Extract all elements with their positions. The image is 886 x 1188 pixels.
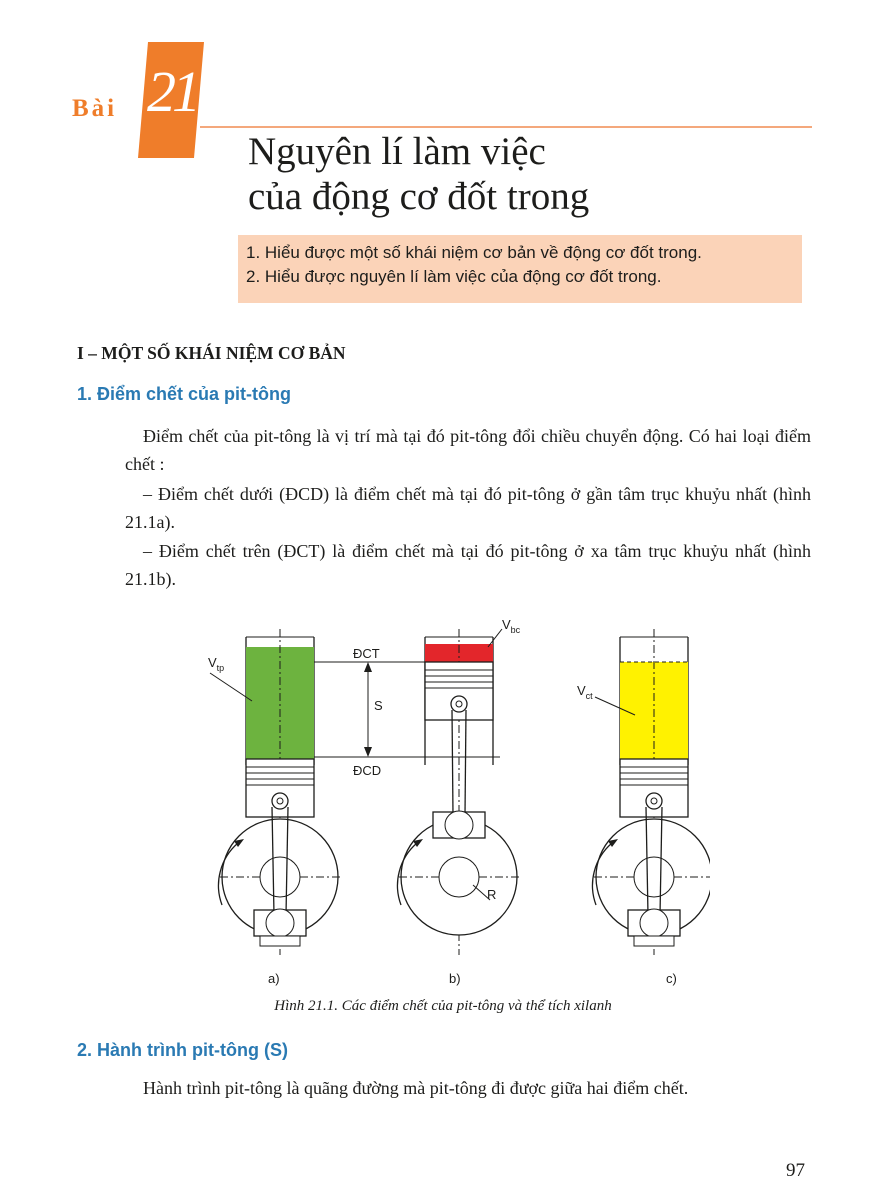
label-sub-c: c) <box>666 971 677 986</box>
label-crank-radius-r: R <box>487 887 497 902</box>
label-tdc: ĐCT <box>353 646 380 661</box>
lesson-title-line-2: của động cơ đốt trong <box>248 175 590 218</box>
paragraph-stroke-definition: Hành trình pit-tông là quãng đường mà pit-tông đi được giữa hai điểm chết. <box>143 1078 689 1098</box>
diagram-b-tdc <box>397 617 520 955</box>
lesson-number: 21 <box>147 59 197 124</box>
paragraph-tdc: – Điểm chết trên (ĐCT) là điểm chết mà tại đó pit-tông ở xa tâm trục khuỷu nhất (hình 21.1b). <box>125 541 811 589</box>
section-heading: I – MỘT SỐ KHÁI NIỆM CƠ BẢN <box>77 343 346 363</box>
label-vct: $V_{ct}$ <box>577 683 593 701</box>
header-divider <box>200 126 812 128</box>
lesson-label: Bài <box>72 95 118 122</box>
label-sub-a: a) <box>268 971 280 986</box>
paragraph-bdc: – Điểm chết dưới (ĐCD) là điểm chết mà tại đó pit-tông ở gần tâm trục khuỷu nhất (hình 21.1a). <box>125 484 811 532</box>
label-vbc: $V_{bc}$ <box>502 617 521 635</box>
label-stroke-s: S <box>374 698 383 713</box>
figure-21-1 <box>190 615 710 995</box>
label-sub-b: b) <box>449 971 461 986</box>
subsection-heading-stroke: 2. Hành trình pit-tông (S) <box>77 1040 288 1060</box>
diagram-c-cylinder-volume <box>577 629 710 955</box>
objective-item: 1. Hiểu được một số khái niệm cơ bản về động cơ đốt trong. <box>246 243 702 262</box>
page-number: 97 <box>786 1160 805 1181</box>
label-bdc: ĐCD <box>353 763 382 778</box>
paragraph-dead-point-definition: Điểm chết của pit-tông là vị trí mà tại đó pit-tông đổi chiều chuyển động. Có hai loại điểm chết : <box>125 426 811 474</box>
label-vtp: $V_{tp}$ <box>208 655 225 673</box>
lesson-title-line-1: Nguyên lí làm việc <box>248 130 546 173</box>
figure-caption: Hình 21.1. Các điểm chết của pit-tông và thể tích xilanh <box>274 998 612 1014</box>
diagram-a-bdc <box>208 629 340 955</box>
objective-item: 2. Hiểu được nguyên lí làm việc của động cơ đốt trong. <box>246 267 662 286</box>
subsection-heading-dead-points: 1. Điểm chết của pit-tông <box>77 384 292 404</box>
objectives-box <box>238 235 802 303</box>
